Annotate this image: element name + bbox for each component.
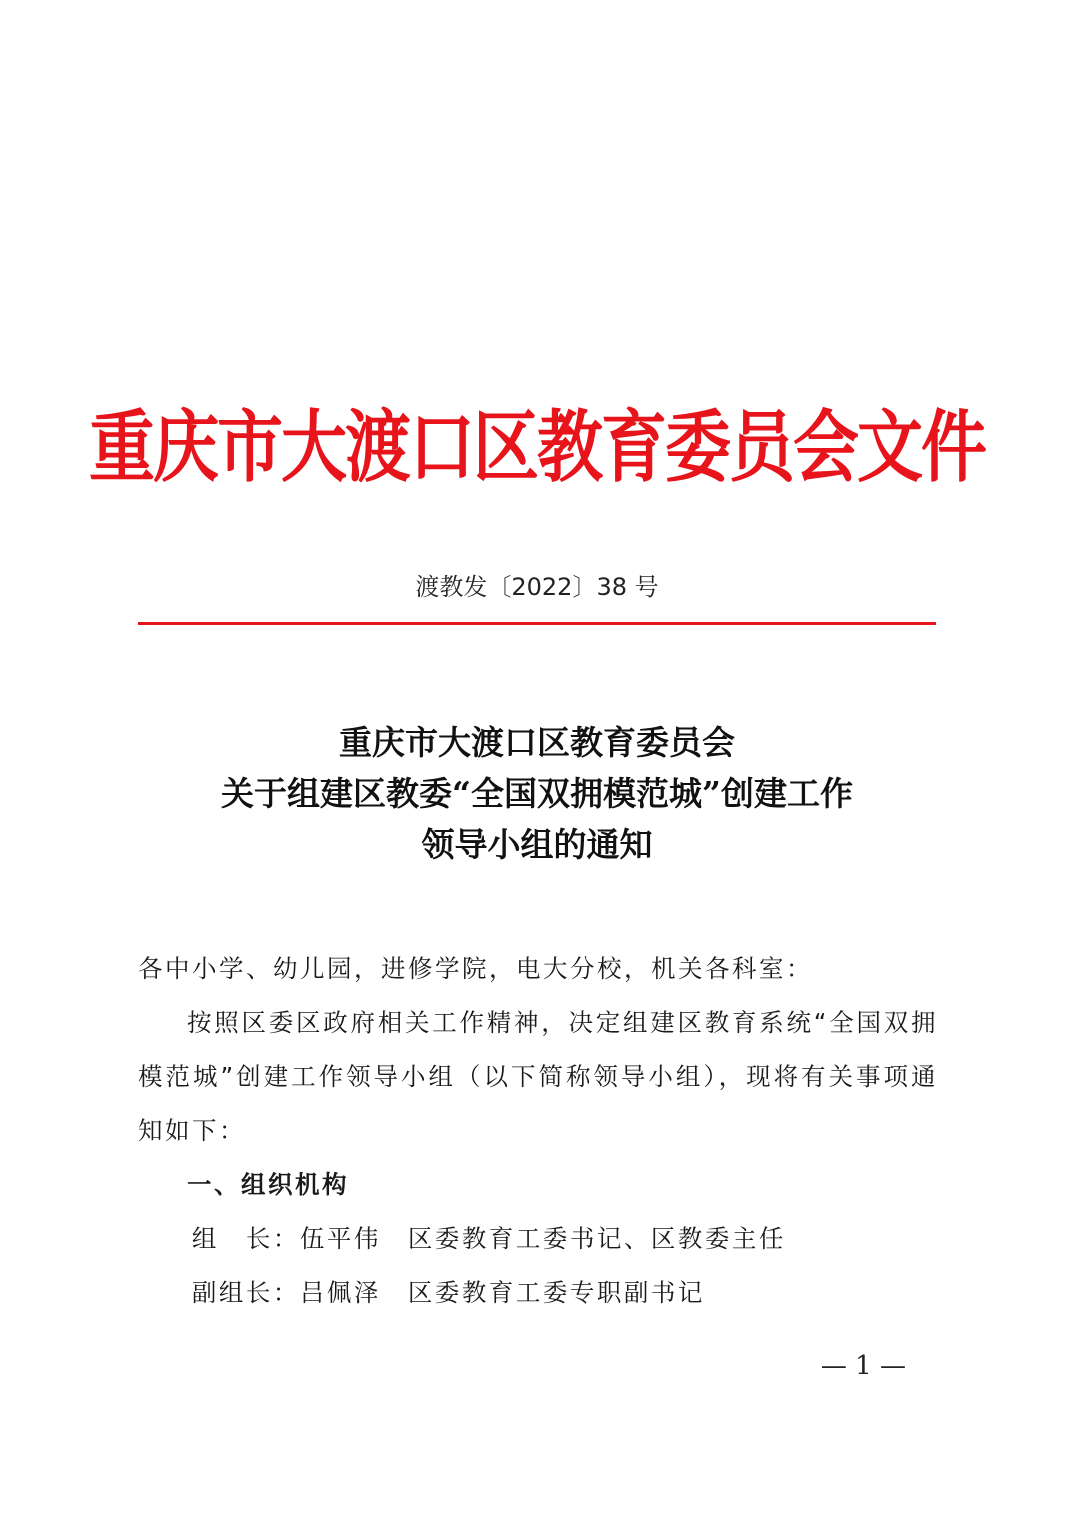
member-position: 区委教育工委书记、区教委主任 [407, 1224, 786, 1253]
document-title [100, 717, 974, 870]
red-divider-rule [138, 622, 936, 625]
document-body [138, 942, 938, 1320]
section-heading-organization: 一、组织机构 [187, 1170, 349, 1199]
salutation: 各中小学、幼儿园，进修学院，电大分校，机关各科室： [138, 954, 813, 983]
intro-paragraph: 按照区委区政府相关工作精神，决定组建区教育系统“全国双拥模范城”创建工作领导小组（以下简称领导小组），现将有关事项通知如下： [138, 1008, 938, 1145]
member-role: 组 长： [191, 1224, 300, 1253]
title-line-1: 重庆市大渡口区教育委员会 [339, 723, 735, 762]
member-position: 区委教育工委专职副书记 [407, 1278, 705, 1307]
member-row [138, 1212, 938, 1266]
member-name: 吕佩泽 [299, 1278, 381, 1307]
title-line-2: 关于组建区教委“全国双拥模范城”创建工作 [221, 774, 853, 813]
page-number: — 1 — [820, 1351, 906, 1381]
document-number: 渡教发〔2022〕38 号 [415, 573, 659, 601]
member-row [138, 1266, 938, 1320]
member-name: 伍平伟 [299, 1224, 381, 1253]
title-line-3: 领导小组的通知 [421, 825, 653, 864]
issuer-masthead: 重庆市大渡口区教育委员会文件 [89, 400, 985, 494]
member-role: 副组长： [191, 1278, 300, 1307]
